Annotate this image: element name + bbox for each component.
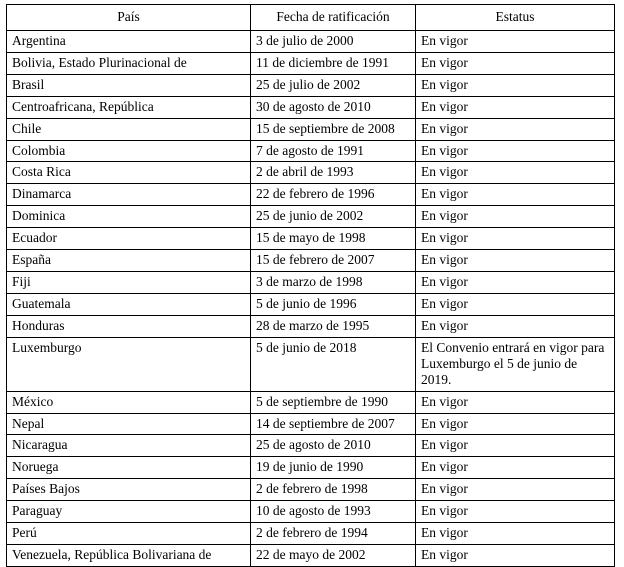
column-header-status: Estatus xyxy=(416,5,615,31)
cell-country: Paraguay xyxy=(7,501,251,523)
cell-date: 15 de mayo de 1998 xyxy=(251,228,416,250)
table-body xyxy=(7,30,615,566)
cell-date: 7 de agosto de 1991 xyxy=(251,140,416,162)
cell-date: 22 de febrero de 1996 xyxy=(251,184,416,206)
cell-status: En vigor xyxy=(416,435,615,457)
cell-status: En vigor xyxy=(416,206,615,228)
cell-country: Dominica xyxy=(7,206,251,228)
cell-date: 10 de agosto de 1993 xyxy=(251,501,416,523)
cell-country: Bolivia, Estado Plurinacional de xyxy=(7,52,251,74)
table-row xyxy=(7,52,615,74)
table-row xyxy=(7,457,615,479)
table-row xyxy=(7,228,615,250)
cell-status: En vigor xyxy=(416,140,615,162)
cell-date: 3 de julio de 2000 xyxy=(251,30,416,52)
cell-country: Noruega xyxy=(7,457,251,479)
table-row xyxy=(7,501,615,523)
cell-date: 3 de marzo de 1998 xyxy=(251,272,416,294)
cell-status: En vigor xyxy=(416,96,615,118)
table-row xyxy=(7,435,615,457)
cell-date: 11 de diciembre de 1991 xyxy=(251,52,416,74)
cell-status: En vigor xyxy=(416,228,615,250)
cell-date: 15 de septiembre de 2008 xyxy=(251,118,416,140)
table-row xyxy=(7,545,615,567)
table-row xyxy=(7,96,615,118)
cell-date: 15 de febrero de 2007 xyxy=(251,250,416,272)
cell-date: 25 de junio de 2002 xyxy=(251,206,416,228)
cell-country: Venezuela, República Bolivariana de xyxy=(7,545,251,567)
cell-date: 14 de septiembre de 2007 xyxy=(251,413,416,435)
table-row xyxy=(7,140,615,162)
cell-status: En vigor xyxy=(416,523,615,545)
cell-status: En vigor xyxy=(416,501,615,523)
table-row xyxy=(7,523,615,545)
cell-status: El Convenio entrará en vigor para Luxemburgo el 5 de junio de 2019. xyxy=(416,337,615,391)
document-page xyxy=(0,4,624,563)
cell-country: Centroafricana, República xyxy=(7,96,251,118)
cell-status: En vigor xyxy=(416,545,615,567)
cell-country: Nepal xyxy=(7,413,251,435)
cell-status: En vigor xyxy=(416,479,615,501)
cell-date: 5 de junio de 1996 xyxy=(251,293,416,315)
table-row xyxy=(7,206,615,228)
cell-status: En vigor xyxy=(416,293,615,315)
table-row xyxy=(7,337,615,391)
cell-status: En vigor xyxy=(416,391,615,413)
cell-country: Nicaragua xyxy=(7,435,251,457)
cell-country: México xyxy=(7,391,251,413)
cell-country: Chile xyxy=(7,118,251,140)
cell-status: En vigor xyxy=(416,272,615,294)
cell-country: Países Bajos xyxy=(7,479,251,501)
cell-country: Honduras xyxy=(7,315,251,337)
cell-status: En vigor xyxy=(416,457,615,479)
cell-status: En vigor xyxy=(416,315,615,337)
table-row xyxy=(7,250,615,272)
table-row xyxy=(7,272,615,294)
table-row xyxy=(7,479,615,501)
cell-date: 22 de mayo de 2002 xyxy=(251,545,416,567)
table-row xyxy=(7,162,615,184)
cell-date: 5 de junio de 2018 xyxy=(251,337,416,391)
cell-country: Ecuador xyxy=(7,228,251,250)
cell-date: 2 de febrero de 1994 xyxy=(251,523,416,545)
cell-country: Dinamarca xyxy=(7,184,251,206)
cell-date: 2 de abril de 1993 xyxy=(251,162,416,184)
cell-country: Perú xyxy=(7,523,251,545)
cell-date: 30 de agosto de 2010 xyxy=(251,96,416,118)
cell-status: En vigor xyxy=(416,30,615,52)
cell-country: Brasil xyxy=(7,74,251,96)
table-head xyxy=(7,5,615,31)
cell-date: 5 de septiembre de 1990 xyxy=(251,391,416,413)
cell-country: Luxemburgo xyxy=(7,337,251,391)
cell-country: España xyxy=(7,250,251,272)
cell-status: En vigor xyxy=(416,162,615,184)
table-row xyxy=(7,184,615,206)
cell-date: 25 de julio de 2002 xyxy=(251,74,416,96)
cell-country: Costa Rica xyxy=(7,162,251,184)
cell-date: 28 de marzo de 1995 xyxy=(251,315,416,337)
cell-country: Fiji xyxy=(7,272,251,294)
cell-date: 25 de agosto de 2010 xyxy=(251,435,416,457)
column-header-country: País xyxy=(7,5,251,31)
table-row xyxy=(7,315,615,337)
table-row xyxy=(7,118,615,140)
cell-status: En vigor xyxy=(416,52,615,74)
table-row xyxy=(7,30,615,52)
ratification-table xyxy=(6,4,615,567)
column-header-date: Fecha de ratificación xyxy=(251,5,416,31)
cell-country: Colombia xyxy=(7,140,251,162)
cell-country: Guatemala xyxy=(7,293,251,315)
cell-status: En vigor xyxy=(416,74,615,96)
table-row xyxy=(7,413,615,435)
cell-status: En vigor xyxy=(416,184,615,206)
cell-status: En vigor xyxy=(416,118,615,140)
table-header-row xyxy=(7,5,615,31)
cell-date: 19 de junio de 1990 xyxy=(251,457,416,479)
cell-status: En vigor xyxy=(416,250,615,272)
cell-date: 2 de febrero de 1998 xyxy=(251,479,416,501)
cell-status: En vigor xyxy=(416,413,615,435)
table-row xyxy=(7,74,615,96)
table-row xyxy=(7,391,615,413)
cell-country: Argentina xyxy=(7,30,251,52)
table-row xyxy=(7,293,615,315)
